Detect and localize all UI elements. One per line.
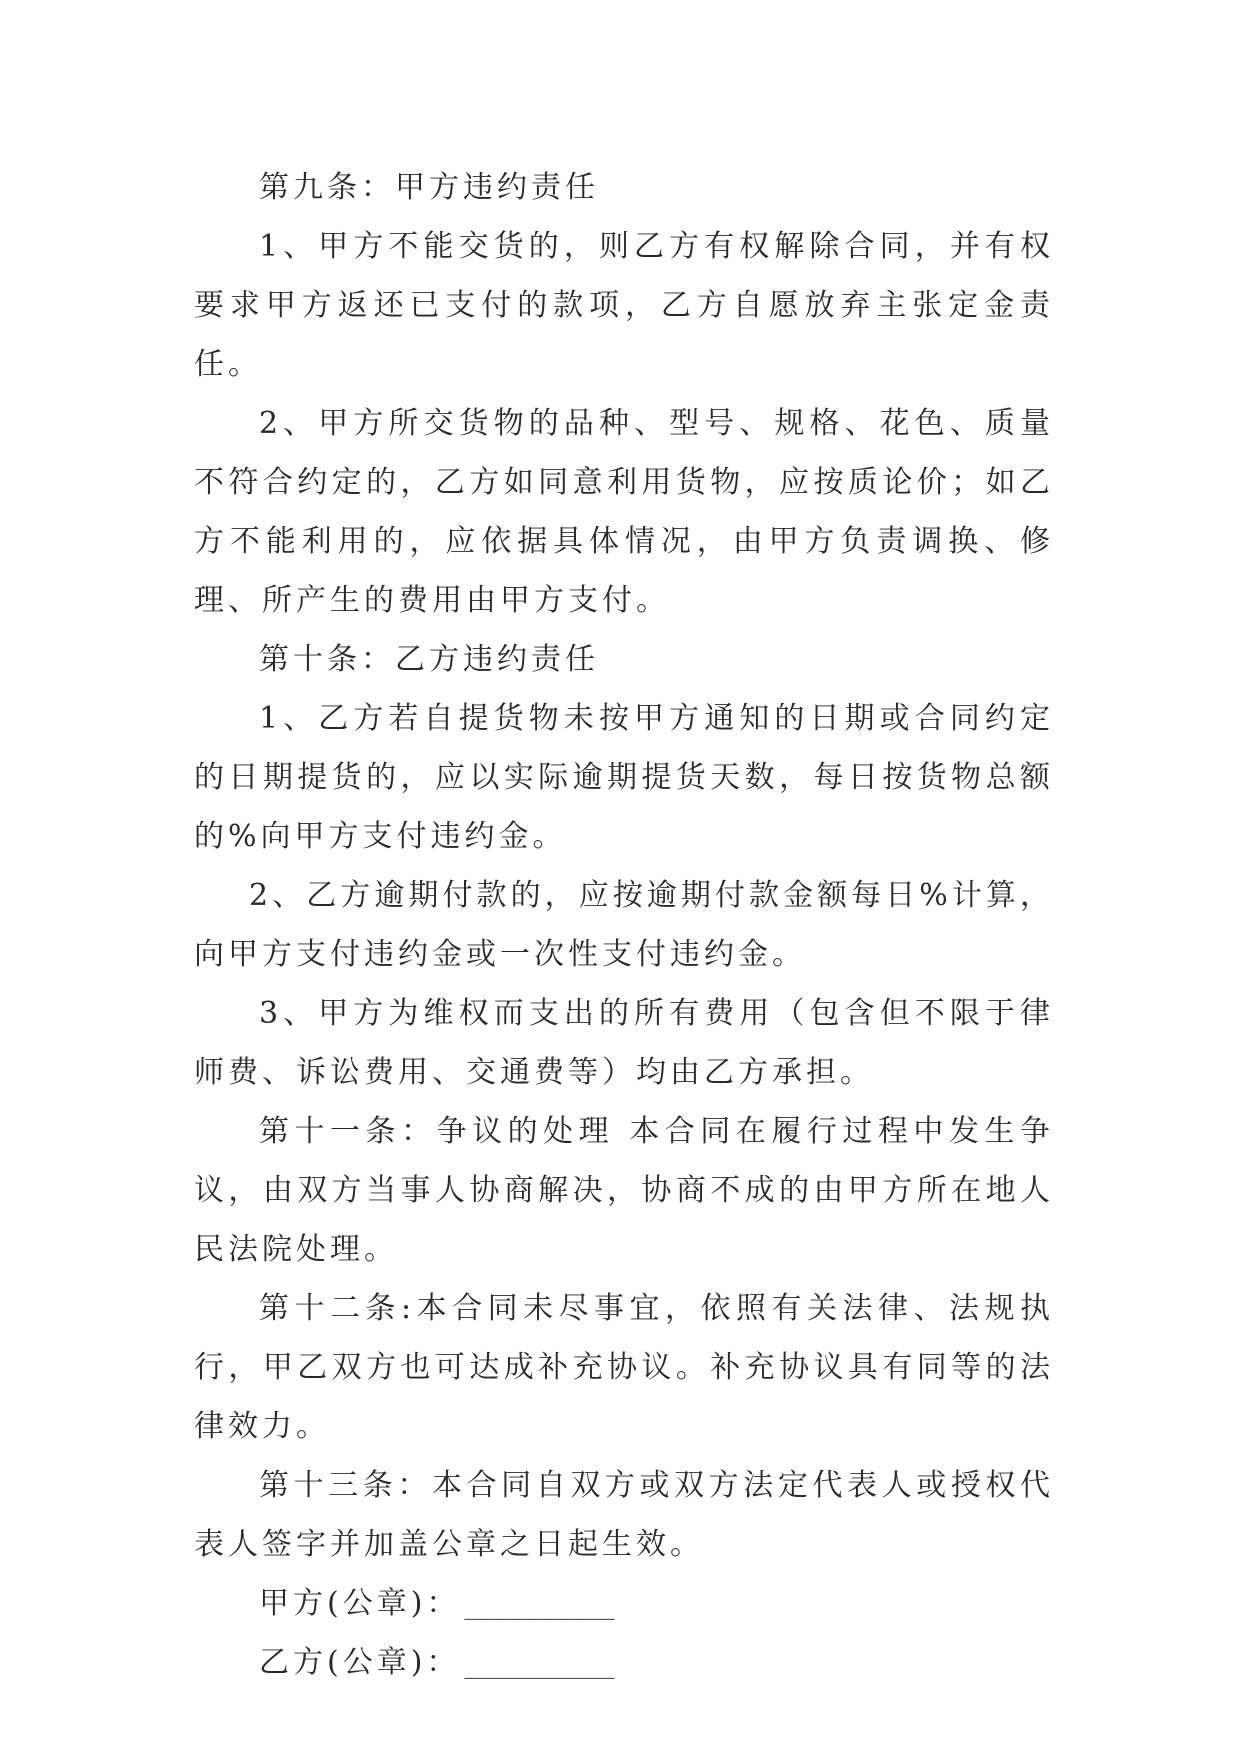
article-10-title: 第十条：乙方违约责任 — [259, 642, 599, 677]
party-a-signature-line — [194, 1574, 1054, 1633]
article-13: 第十三条：本合同自双方或双方法定代表人或授权代表人签字并加盖公章之日起生效。 — [194, 1468, 1054, 1562]
article-12: 第十二条:本合同未尽事宜，依照有关法律、法规执行，甲乙双方也可达成补充协议。补充协议具有同等的法律效力。 — [194, 1291, 1054, 1444]
article-10-clause-3: 3、甲方为维权而支出的所有费用（包含但不限于律师费、诉讼费用、交通费等）均由乙方承担。 — [194, 996, 1054, 1090]
party-b-signature-line — [194, 1633, 1054, 1692]
party-a-label: 甲方(公章)： — [259, 1586, 461, 1621]
article-10-clause-1: 1、乙方若自提货物未按甲方通知的日期或合同约定的日期提货的，应以实际逾期提货天数，每日按货物总额的%向甲方支付违约金。 — [194, 701, 1054, 854]
article-11: 第十一条：争议的处理 本合同在履行过程中发生争议，由双方当事人协商解决，协商不成的由甲方所在地人民法院处理。 — [194, 1114, 1054, 1267]
party-b-label: 乙方(公章)： — [259, 1645, 461, 1680]
contract-body — [194, 158, 1054, 1692]
article-9-clause-1: 1、甲方不能交货的，则乙方有权解除合同，并有权要求甲方返还已支付的款项，乙方自愿放弃主张定金责任。 — [194, 229, 1054, 382]
article-9-title: 第九条：甲方违约责任 — [259, 170, 599, 205]
party-b-blank: __________ — [464, 1645, 615, 1680]
article-9-clause-2: 2、甲方所交货物的品种、型号、规格、花色、质量不符合约定的，乙方如同意利用货物，应按质论价；如乙方不能利用的，应依据具体情况，由甲方负责调换、修理、所产生的费用由甲方支付。 — [194, 406, 1054, 618]
article-10-clause-2: 2、乙方逾期付款的，应按逾期付款金额每日%计算，向甲方支付违约金或一次性支付违约金。 — [194, 878, 1054, 972]
party-a-blank: __________ — [464, 1586, 615, 1621]
